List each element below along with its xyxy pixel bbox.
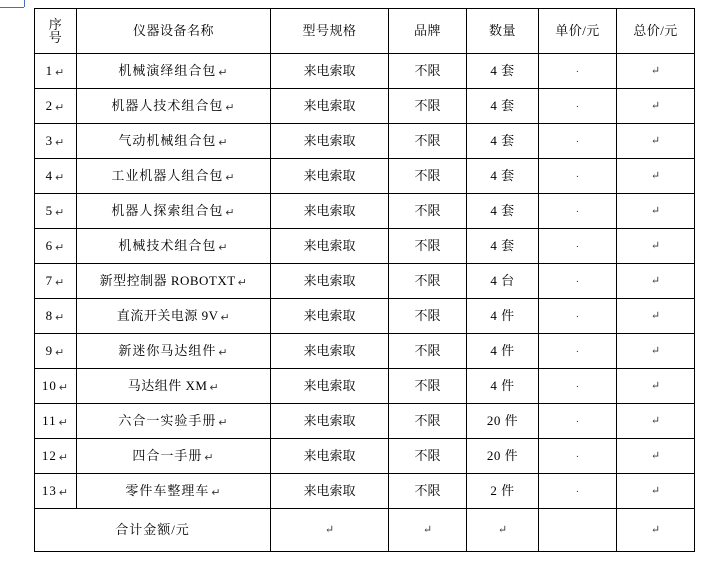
cell-quantity (467, 439, 539, 474)
table-row (35, 194, 695, 229)
table-row (35, 439, 695, 474)
cell-quantity-text: 4 台 (490, 272, 515, 288)
cell-unit-price (539, 334, 617, 369)
cell-index-text: 8 (45, 307, 54, 323)
cell-quantity-text: 4 件 (490, 307, 515, 323)
paragraph-mark: ↵ (220, 311, 231, 324)
cell-index-text: 9 (45, 342, 54, 358)
cell-index (35, 369, 77, 404)
cell-model-text: 来电索取 (303, 97, 356, 113)
cell-name-text: 新迷你马达组件 (118, 342, 217, 358)
cell-index-text: 10 (41, 377, 57, 393)
cell-total-price (617, 54, 695, 89)
table-row (35, 334, 695, 369)
cell-model (271, 299, 389, 334)
cell-index (35, 54, 77, 89)
cell-name (77, 229, 271, 264)
header-cell-total-price: 总价/元 (617, 9, 695, 54)
cell-unit-price (539, 439, 617, 474)
cell-brand (389, 159, 467, 194)
cell-index (35, 159, 77, 194)
cell-quantity (467, 54, 539, 89)
cell-quantity (467, 89, 539, 124)
empty-mark: · (575, 485, 580, 498)
header-index-line2: 号 (48, 30, 63, 45)
paragraph-mark: ↵ (218, 416, 229, 429)
cell-model-text: 来电索取 (303, 167, 356, 183)
total-row (35, 509, 695, 552)
total-cell-brand (389, 509, 467, 552)
cell-index (35, 89, 77, 124)
total-label-text: 合计金额/元 (115, 521, 190, 537)
paragraph-mark: ↵ (218, 346, 229, 359)
cell-name-text: 机器人技术组合包 (111, 97, 224, 113)
cell-name-text: 直流开关电源 9V (116, 307, 219, 323)
cell-name-text: 工业机器人组合包 (111, 167, 224, 183)
paragraph-mark: ↵ (55, 206, 66, 219)
paragraph-mark: ↵ (650, 64, 661, 77)
paragraph-mark: ↵ (650, 239, 661, 252)
cell-brand (389, 124, 467, 159)
header-cell-quantity: 数量 (467, 9, 539, 54)
cell-quantity (467, 369, 539, 404)
table-row (35, 124, 695, 159)
cell-index (35, 299, 77, 334)
cell-model-text: 来电索取 (303, 342, 356, 358)
paragraph-mark: ↵ (55, 101, 66, 114)
cell-model (271, 229, 389, 264)
paragraph-mark: ↵ (650, 344, 661, 357)
cell-unit-price (539, 124, 617, 159)
header-cell-model: 型号规格 (271, 9, 389, 54)
cell-model (271, 54, 389, 89)
table-header (35, 9, 695, 54)
empty-mark: · (575, 415, 580, 428)
table-row (35, 229, 695, 264)
paragraph-mark: ↵ (237, 276, 248, 289)
paragraph-mark: ↵ (225, 206, 236, 219)
cell-brand-text: 不限 (414, 132, 441, 148)
paragraph-mark: ↵ (58, 486, 70, 499)
paragraph-mark: ↵ (55, 311, 66, 324)
cell-quantity (467, 299, 539, 334)
cell-brand-text: 不限 (414, 482, 441, 498)
paragraph-mark: ↵ (55, 241, 66, 254)
cell-brand-text: 不限 (414, 377, 441, 393)
cell-total-price (617, 264, 695, 299)
total-cell-model (271, 509, 389, 552)
cell-brand (389, 404, 467, 439)
header-cell-index (35, 9, 77, 54)
paragraph-mark: ↵ (650, 484, 661, 497)
table-row (35, 299, 695, 334)
paragraph-mark: ↵ (650, 309, 661, 322)
cell-name-text: 机械技术组合包 (118, 237, 217, 253)
cell-index (35, 264, 77, 299)
cell-brand (389, 229, 467, 264)
paragraph-mark: ↵ (650, 449, 661, 462)
cell-name-text: 六合一实验手册 (118, 412, 217, 428)
cell-total-price (617, 369, 695, 404)
cell-name-text: 零件车整理车 (125, 482, 210, 498)
cell-model-text: 来电索取 (303, 272, 356, 288)
cell-index (35, 439, 77, 474)
cell-name (77, 404, 271, 439)
cell-brand (389, 264, 467, 299)
cell-unit-price (539, 299, 617, 334)
cell-brand-text: 不限 (414, 237, 441, 253)
cell-brand-text: 不限 (414, 167, 441, 183)
paragraph-mark: ↵ (650, 134, 661, 147)
cell-model-text: 来电索取 (303, 447, 356, 463)
cell-name (77, 124, 271, 159)
paragraph-mark: ↵ (324, 523, 335, 536)
cell-brand-text: 不限 (414, 307, 441, 323)
cell-total-price (617, 474, 695, 509)
table-row (35, 404, 695, 439)
cell-model (271, 369, 389, 404)
cell-model (271, 159, 389, 194)
paragraph-mark: ↵ (204, 451, 215, 464)
cell-index-text: 12 (41, 447, 57, 463)
cell-name (77, 264, 271, 299)
cell-name (77, 89, 271, 124)
cell-unit-price (539, 159, 617, 194)
cell-brand-text: 不限 (414, 342, 441, 358)
total-cell-unit-price (539, 509, 617, 552)
cell-index-text: 7 (45, 272, 54, 288)
empty-mark: · (575, 205, 580, 218)
empty-mark: · (575, 135, 580, 148)
empty-mark: · (575, 240, 580, 253)
cell-total-price (617, 229, 695, 264)
paragraph-mark: ↵ (218, 136, 229, 149)
header-cell-brand: 品牌 (389, 9, 467, 54)
cell-name (77, 54, 271, 89)
cell-quantity (467, 264, 539, 299)
table-row (35, 159, 695, 194)
empty-mark: · (575, 170, 580, 183)
paragraph-mark: ↵ (211, 486, 222, 499)
cell-brand (389, 194, 467, 229)
cell-quantity-text: 4 件 (490, 342, 515, 358)
cell-quantity-text: 4 套 (490, 97, 515, 113)
cell-quantity-text: 2 件 (490, 482, 515, 498)
total-label-cell (35, 509, 271, 552)
empty-mark: · (575, 65, 580, 78)
cell-unit-price (539, 54, 617, 89)
paragraph-mark: ↵ (58, 451, 70, 464)
header-row (35, 9, 695, 54)
cell-unit-price (539, 194, 617, 229)
cell-quantity-text: 4 套 (490, 167, 515, 183)
cell-index-text: 5 (45, 202, 54, 218)
paragraph-mark: ↵ (650, 204, 661, 217)
cell-model (271, 124, 389, 159)
cell-index-text: 4 (45, 167, 54, 183)
paragraph-mark: ↵ (55, 346, 66, 359)
cell-total-price (617, 334, 695, 369)
cell-name-text: 马达组件 XM (127, 377, 208, 393)
cell-unit-price (539, 474, 617, 509)
paragraph-mark: ↵ (650, 523, 661, 536)
cell-index-text: 11 (42, 412, 57, 428)
cell-quantity-text: 4 套 (490, 62, 515, 78)
paragraph-mark: ↵ (218, 241, 229, 254)
margin-mark-vertical (24, 0, 25, 7)
empty-mark: · (575, 450, 580, 463)
cell-brand (389, 299, 467, 334)
header-index-line1: 序 (48, 17, 63, 32)
total-cell-total-price (617, 509, 695, 552)
cell-quantity-text: 20 件 (486, 412, 519, 428)
cell-model (271, 334, 389, 369)
cell-quantity (467, 229, 539, 264)
cell-index (35, 229, 77, 264)
cell-index (35, 404, 77, 439)
cell-total-price (617, 159, 695, 194)
cell-name-text: 机器人探索组合包 (111, 202, 224, 218)
table-row (35, 89, 695, 124)
cell-name-text: 新型控制器 ROBOTXT (99, 272, 236, 288)
cell-model-text: 来电索取 (303, 482, 356, 498)
cell-name-text: 机械演绎组合包 (118, 62, 217, 78)
cell-brand (389, 439, 467, 474)
cell-index-text: 13 (41, 482, 57, 498)
cell-model (271, 89, 389, 124)
table-row (35, 54, 695, 89)
equipment-table (34, 8, 695, 552)
empty-mark: · (575, 275, 580, 288)
cell-brand (389, 369, 467, 404)
paragraph-mark: ↵ (55, 66, 66, 79)
cell-model-text: 来电索取 (303, 132, 356, 148)
cell-model-text: 来电索取 (303, 412, 356, 428)
paragraph-mark: ↵ (55, 171, 66, 184)
cell-quantity (467, 124, 539, 159)
empty-mark: · (575, 100, 580, 113)
cell-index (35, 334, 77, 369)
paragraph-mark: ↵ (225, 171, 236, 184)
cell-quantity (467, 474, 539, 509)
cell-name (77, 159, 271, 194)
cell-model-text: 来电索取 (303, 237, 356, 253)
paragraph-mark: ↵ (55, 276, 66, 289)
paragraph-mark: ↵ (650, 274, 661, 287)
cell-index-text: 1 (45, 62, 54, 78)
table-row (35, 264, 695, 299)
cell-name (77, 299, 271, 334)
cell-quantity-text: 4 套 (490, 202, 515, 218)
paragraph-mark: ↵ (225, 101, 236, 114)
cell-quantity-text: 4 件 (490, 377, 515, 393)
table-row (35, 474, 695, 509)
cell-unit-price (539, 89, 617, 124)
table-row (35, 369, 695, 404)
cell-model-text: 来电索取 (303, 62, 356, 78)
cell-total-price (617, 439, 695, 474)
cell-brand-text: 不限 (414, 97, 441, 113)
cell-name (77, 194, 271, 229)
cell-model (271, 439, 389, 474)
cell-total-price (617, 299, 695, 334)
cell-unit-price (539, 404, 617, 439)
cell-index-text: 6 (45, 237, 54, 253)
cell-model (271, 474, 389, 509)
cell-index-text: 2 (45, 97, 54, 113)
cell-unit-price (539, 229, 617, 264)
paragraph-mark: ↵ (650, 169, 661, 182)
cell-name-text: 气动机械组合包 (118, 132, 217, 148)
cell-brand-text: 不限 (414, 272, 441, 288)
cell-name (77, 439, 271, 474)
cell-unit-price (539, 264, 617, 299)
empty-mark: · (575, 345, 580, 358)
header-cell-unit-price: 单价/元 (539, 9, 617, 54)
paragraph-mark: ↵ (422, 523, 433, 536)
cell-index (35, 474, 77, 509)
cell-name (77, 369, 271, 404)
cell-brand-text: 不限 (414, 447, 441, 463)
cell-name (77, 474, 271, 509)
cell-quantity (467, 194, 539, 229)
cell-index-text: 3 (45, 132, 54, 148)
cell-brand (389, 54, 467, 89)
cell-total-price (617, 404, 695, 439)
paragraph-mark: ↵ (650, 414, 661, 427)
cell-brand-text: 不限 (414, 62, 441, 78)
paragraph-mark: ↵ (58, 381, 70, 394)
cell-brand (389, 89, 467, 124)
cell-quantity-text: 4 套 (490, 237, 515, 253)
cell-name-text: 四合一手册 (132, 447, 203, 463)
cell-quantity-text: 20 件 (486, 447, 519, 463)
header-cell-name: 仪器设备名称 (77, 9, 271, 54)
cell-brand (389, 334, 467, 369)
cell-model (271, 404, 389, 439)
cell-brand-text: 不限 (414, 412, 441, 428)
cell-quantity (467, 404, 539, 439)
table-body (35, 54, 695, 552)
cell-total-price (617, 89, 695, 124)
cell-brand (389, 474, 467, 509)
cell-model (271, 194, 389, 229)
cell-total-price (617, 124, 695, 159)
cell-model-text: 来电索取 (303, 202, 356, 218)
cell-model-text: 来电索取 (303, 377, 356, 393)
empty-mark: · (575, 310, 580, 323)
cell-quantity-text: 4 套 (490, 132, 515, 148)
empty-mark: · (575, 380, 580, 393)
paragraph-mark: ↵ (650, 379, 661, 392)
paragraph-mark: ↵ (58, 416, 69, 429)
cell-index (35, 194, 77, 229)
cell-name (77, 334, 271, 369)
paragraph-mark: ↵ (218, 66, 229, 79)
total-cell-quantity (467, 509, 539, 552)
paragraph-mark: ↵ (209, 381, 220, 394)
cell-unit-price (539, 369, 617, 404)
cell-total-price (617, 194, 695, 229)
cell-model (271, 264, 389, 299)
cell-index (35, 124, 77, 159)
paragraph-mark: ↵ (650, 99, 661, 112)
margin-mark-horizontal (0, 7, 24, 8)
paragraph-mark: ↵ (497, 523, 508, 536)
cell-model-text: 来电索取 (303, 307, 356, 323)
cell-quantity (467, 334, 539, 369)
cell-quantity (467, 159, 539, 194)
paragraph-mark: ↵ (55, 136, 66, 149)
cell-brand-text: 不限 (414, 202, 441, 218)
